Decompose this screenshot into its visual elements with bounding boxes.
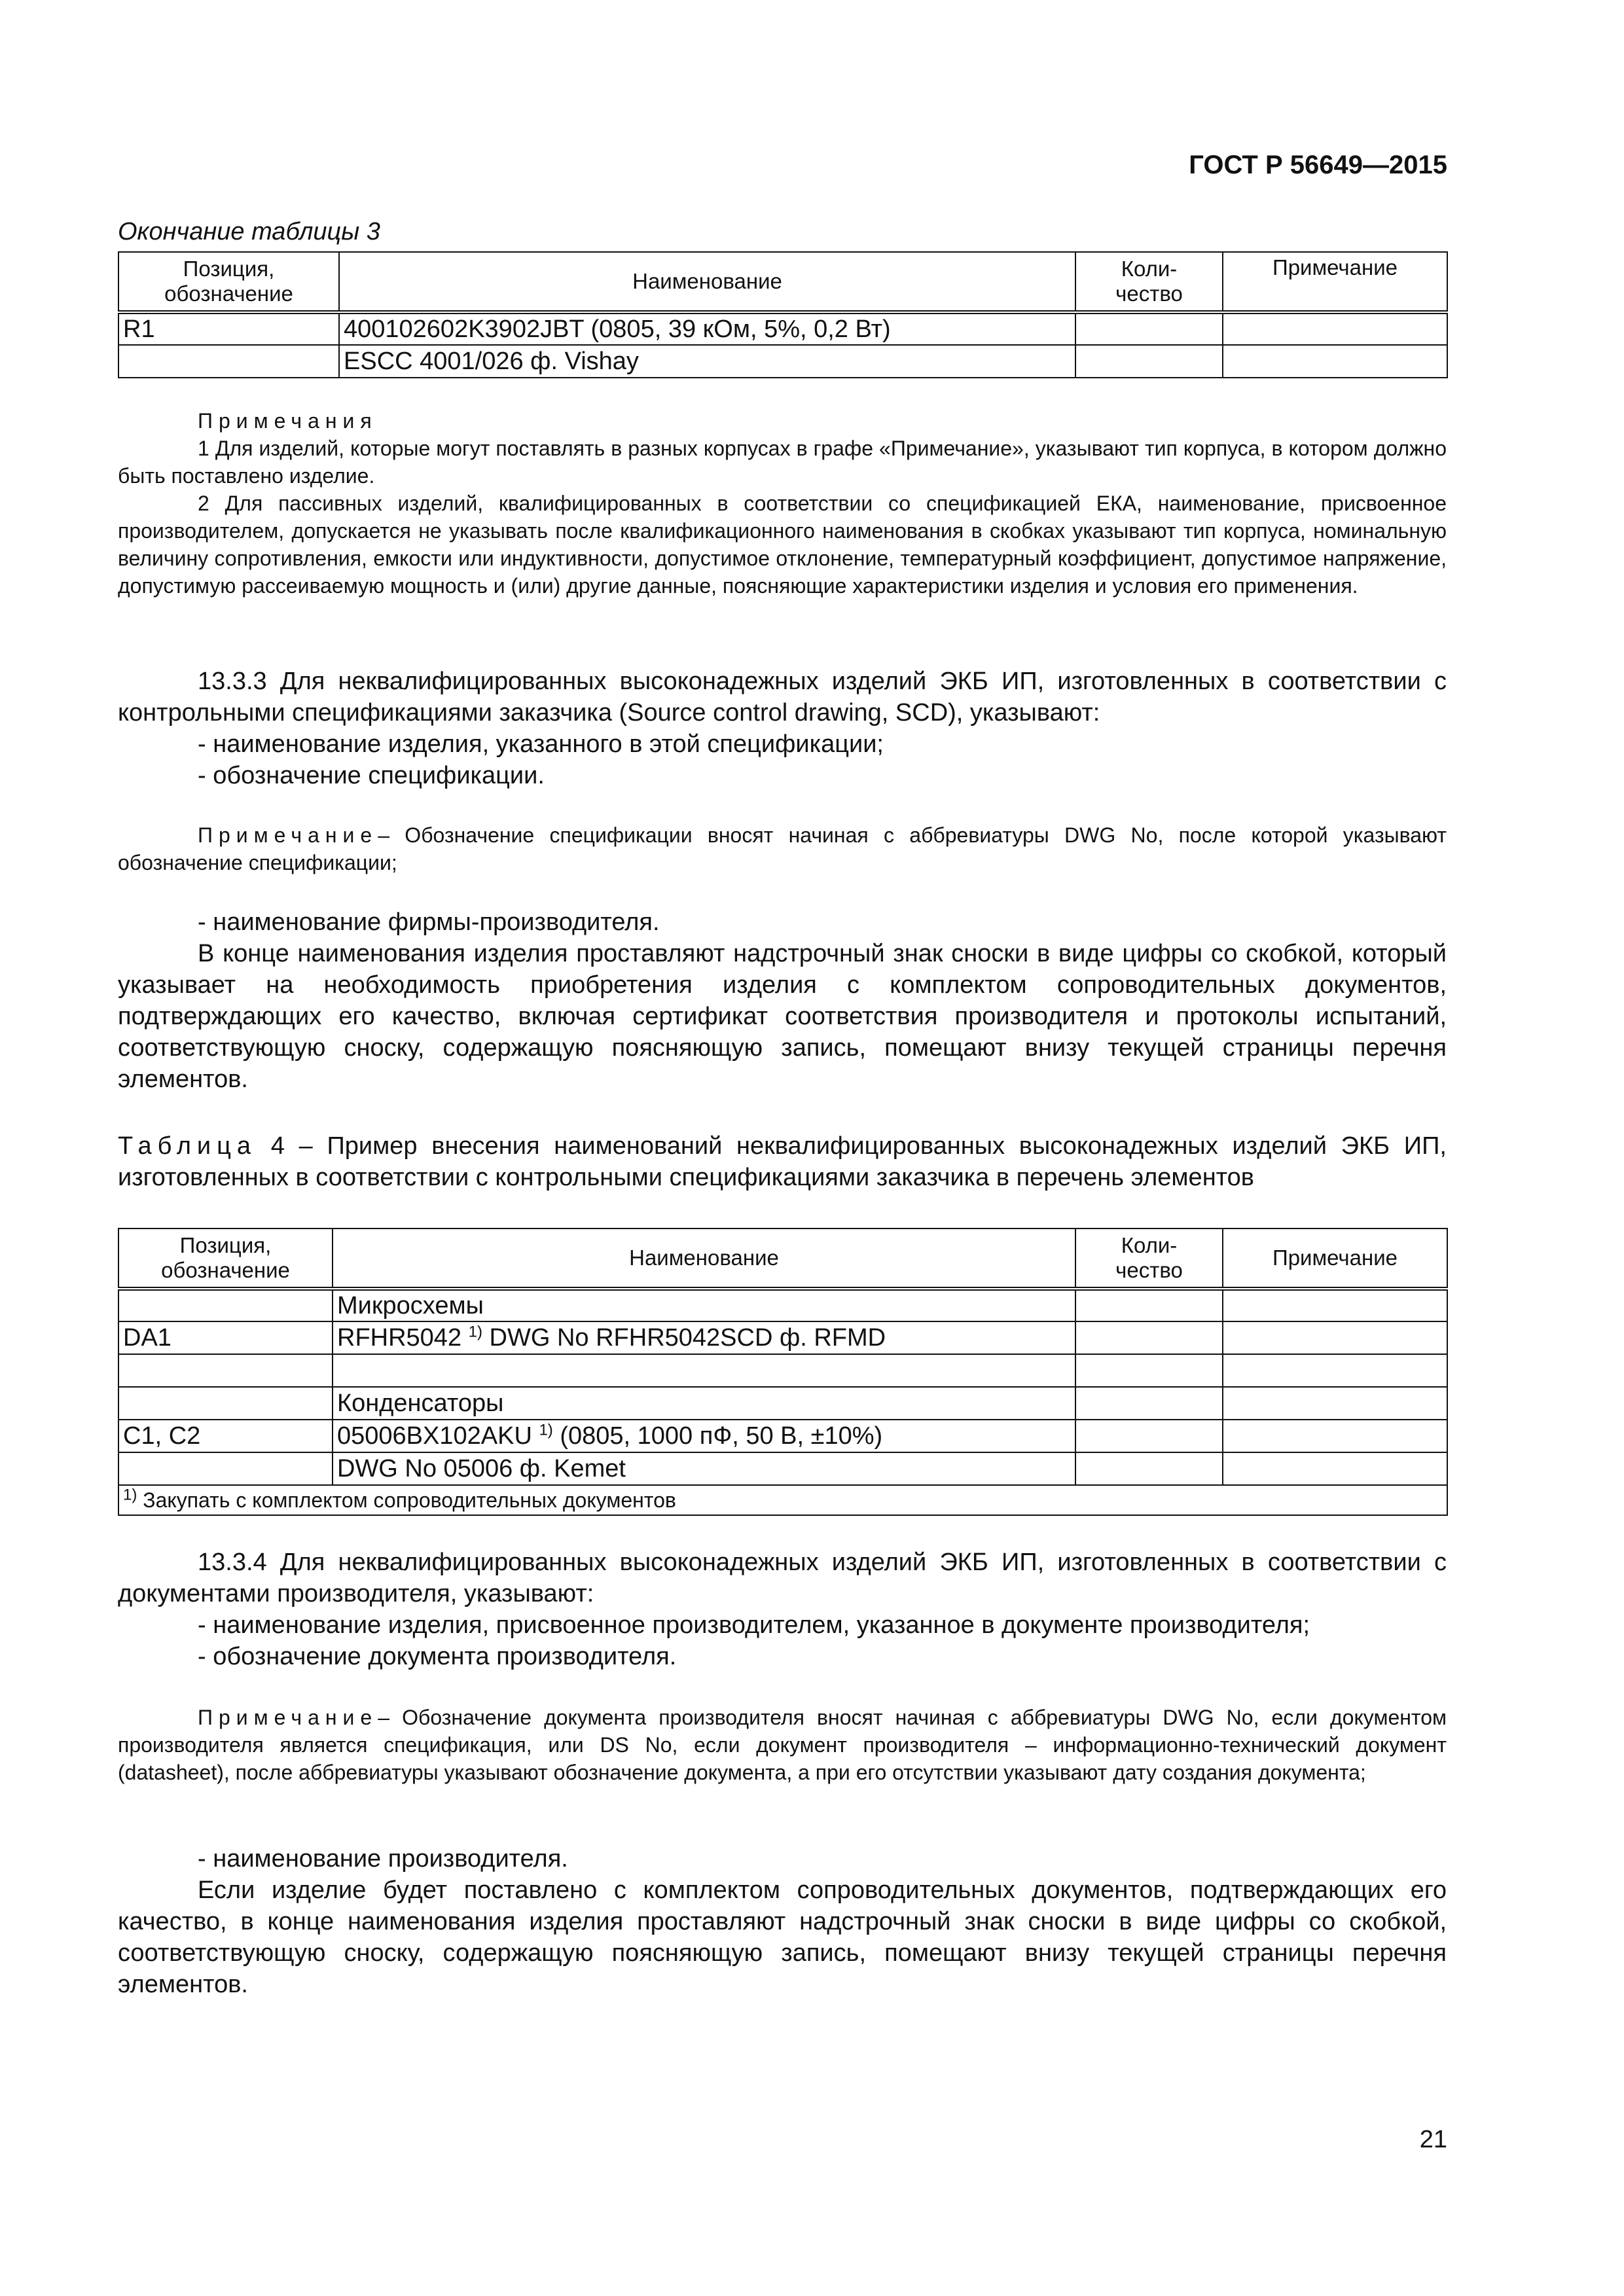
list-item: - наименование изделия, присвоенное производителем, указанное в документе производителя; — [198, 1611, 1310, 1639]
table4-cell-position: C1, C2 — [118, 1420, 333, 1452]
table3-cell — [1223, 345, 1447, 378]
table4-cell-quantity — [1075, 1387, 1223, 1420]
section-13-3-4-paragraph: 13.3.4 Для неквалифицированных высоконадежных изделий ЭКБ ИП, изготовленных в соответствии с документами производителя, указывают: — [118, 1549, 1447, 1607]
table3-header-name: Наименование — [339, 252, 1075, 312]
name-text: Конденсаторы — [337, 1390, 504, 1417]
table-row — [118, 1452, 1447, 1485]
name-text: DWG No 05006 ф. Kemet — [337, 1455, 626, 1482]
section-13-3-4-continued — [118, 1843, 1447, 2000]
table4-footnote — [118, 1485, 1447, 1515]
notes-title: Примечания — [198, 409, 378, 433]
table4-cell-note — [1223, 1420, 1447, 1452]
table4-cell-position — [118, 1354, 333, 1387]
footnote-mark: 1) — [539, 1421, 553, 1439]
document-code: ГОСТ Р 56649—2015 — [1189, 151, 1447, 179]
table4-cell-quantity — [1075, 1354, 1223, 1387]
table4-cell-position — [118, 1387, 333, 1420]
name-rest: (0805, 1000 пФ, 50 В, ±10%) — [552, 1422, 883, 1450]
section-13-3-4 — [118, 1547, 1447, 1672]
table3-cell: 400102602K3902JBT (0805, 39 кОм, 5%, 0,2 Вт) — [339, 312, 1075, 345]
table-row — [118, 1420, 1447, 1452]
table4-cell-position: DA1 — [118, 1321, 333, 1354]
table3-cell — [1075, 345, 1223, 378]
table4-header-position-line2: обозначение — [161, 1258, 290, 1282]
section-13-3-3-continued — [118, 906, 1447, 1095]
table-row — [118, 1289, 1447, 1321]
table4-footnote-row — [118, 1485, 1447, 1515]
table3-header-row — [118, 252, 1447, 312]
table4-header-quantity-line1: Коли- — [1121, 1233, 1178, 1257]
table-row — [118, 1354, 1447, 1387]
section-13-3-4-paragraph-2: Если изделие будет поставлено с комплектом сопроводительных документов, подтверждающих его качество, в конце наименования изделия проставляют надстрочный знак сноски в виде цифры со скобкой, соответствующую сноску, содержащую поясняющую запись, помещают внизу текущей страницы перечня элементов. — [118, 1876, 1447, 1998]
list-item: - обозначение спецификации. — [198, 762, 545, 789]
table-row — [118, 312, 1447, 345]
table4-cell-name — [333, 1387, 1075, 1420]
section-13-3-3-note — [118, 821, 1447, 876]
table4-header-position-line1: Позиция, — [179, 1233, 272, 1257]
list-item: - обозначение документа производителя. — [198, 1643, 677, 1670]
table4-header-row — [118, 1229, 1447, 1289]
table4-cell-note — [1223, 1321, 1447, 1354]
table4-caption-text: 4 – Пример внесения наименований неквалифицированных высоконадежных изделий ЭКБ ИП, изготовленных в соответствии с контрольными спецификациями заказчика в перечень элементов — [118, 1132, 1447, 1191]
section-13-3-4-note — [118, 1704, 1447, 1786]
table-row — [118, 1321, 1447, 1354]
table4-cell-position — [118, 1289, 333, 1321]
page-number: 21 — [1419, 2126, 1447, 2153]
list-item: - наименование фирмы-производителя. — [198, 908, 660, 936]
table4-header-quantity-line2: чество — [1115, 1258, 1183, 1282]
footnote-mark: 1) — [123, 1486, 137, 1504]
name-text: 05006BX102AKU — [337, 1422, 539, 1450]
table3-header-position-line1: Позиция, — [183, 257, 275, 281]
notes-block — [118, 407, 1447, 600]
note-item-2: 2 Для пассивных изделий, квалифицированных в соответствии со спецификацией ЕКА, наименование, присвоенное производителем, допускается не указывать после квалификационного наименования в скобках указывают тип корпуса, номинальную величину сопротивления, емкости или индуктивности, допустимое отклонение, температурный коэффициент, допустимое напряжение, допустимую рассеиваемую мощность и (или) другие данные, поясняющие характеристики изделия и условия его применения. — [118, 492, 1447, 598]
table3-header-quantity — [1075, 252, 1223, 312]
table4-caption-label: Таблица — [118, 1132, 257, 1160]
table3-header-quantity-line2: чество — [1115, 281, 1183, 306]
table3-cell: ESCC 4001/026 ф. Vishay — [339, 345, 1075, 378]
table4-cell-note — [1223, 1289, 1447, 1321]
table4-header-quantity — [1075, 1229, 1223, 1289]
table4-header-note: Примечание — [1223, 1229, 1447, 1289]
table3-cell: R1 — [118, 312, 339, 345]
section-13-3-3-paragraph-2: В конце наименования изделия проставляют надстрочный знак сноски в виде цифры со скобкой, который указывает на необходимость приобретения изделия с комплектом сопроводительных документов, подтверждающих его качество, включая сертификат соответствия производителя и протоколы испытаний, соответствующую сноску, содержащую поясняющую запись, помещают внизу текущей страницы перечня элементов. — [118, 940, 1447, 1093]
table4-cell-name — [333, 1420, 1075, 1452]
table4-cell-name — [333, 1321, 1075, 1354]
table3-cell — [1223, 312, 1447, 345]
table-row — [118, 345, 1447, 378]
section-13-3-3 — [118, 666, 1447, 791]
table4-header-name: Наименование — [333, 1229, 1075, 1289]
note-text: – Обозначение документа производителя вносят начиная с аббревиатуры DWG No, если документом производителя является спецификация, или DS No, если документ производителя – информационно-технический документ (datasheet), после аббревиатуры указывают обозначение документа, а при его отсутствии указывают дату создания документа; — [118, 1706, 1447, 1784]
note-label: Примечание — [198, 823, 378, 847]
table3-header-position — [118, 252, 339, 312]
note-text: – Обозначение спецификации вносят начиная с аббревиатуры DWG No, после которой указывают обозначение спецификации; — [118, 823, 1447, 874]
name-rest: DWG No RFHR5042SCD ф. RFMD — [482, 1324, 886, 1352]
footnote-mark: 1) — [468, 1323, 482, 1341]
table4-cell-name — [333, 1354, 1075, 1387]
table4-cell-note — [1223, 1452, 1447, 1485]
table4-caption — [118, 1130, 1447, 1193]
table4-cell-position — [118, 1452, 333, 1485]
name-text: Микросхемы — [337, 1292, 484, 1319]
table4-cell-note — [1223, 1354, 1447, 1387]
table4-cell-name — [333, 1289, 1075, 1321]
table4 — [118, 1228, 1448, 1516]
list-item: - наименование изделия, указанного в этой спецификации; — [198, 730, 884, 758]
table3-cell — [118, 345, 339, 378]
table4-cell-quantity — [1075, 1321, 1223, 1354]
table3-header-quantity-line1: Коли- — [1121, 257, 1178, 281]
section-13-3-3-paragraph: 13.3.3 Для неквалифицированных высоконадежных изделий ЭКБ ИП, изготовленных в соответствии с контрольными спецификациями заказчика (Source control drawing, SCD), указывают: — [118, 668, 1447, 726]
table4-cell-quantity — [1075, 1289, 1223, 1321]
table4-cell-name — [333, 1452, 1075, 1485]
table4-cell-quantity — [1075, 1452, 1223, 1485]
table3-cell — [1075, 312, 1223, 345]
table3 — [118, 251, 1448, 378]
note-label: Примечание — [198, 1706, 378, 1729]
table-row — [118, 1387, 1447, 1420]
table3-header-note: Примечание — [1223, 252, 1447, 312]
table4-header-position — [118, 1229, 333, 1289]
table4-cell-quantity — [1075, 1420, 1223, 1452]
table3-caption: Окончание таблицы 3 — [118, 218, 380, 245]
note-item-1: 1 Для изделий, которые могут поставлять в разных корпусах в графе «Примечание», указывают тип корпуса, в котором должно быть поставлено изделие. — [118, 437, 1447, 488]
list-item: - наименование производителя. — [198, 1845, 568, 1873]
table3-header-position-line2: обозначение — [164, 281, 293, 306]
footnote-text: Закупать с комплектом сопроводительных документов — [137, 1488, 676, 1512]
table4-cell-note — [1223, 1387, 1447, 1420]
name-text: RFHR5042 — [337, 1324, 469, 1352]
